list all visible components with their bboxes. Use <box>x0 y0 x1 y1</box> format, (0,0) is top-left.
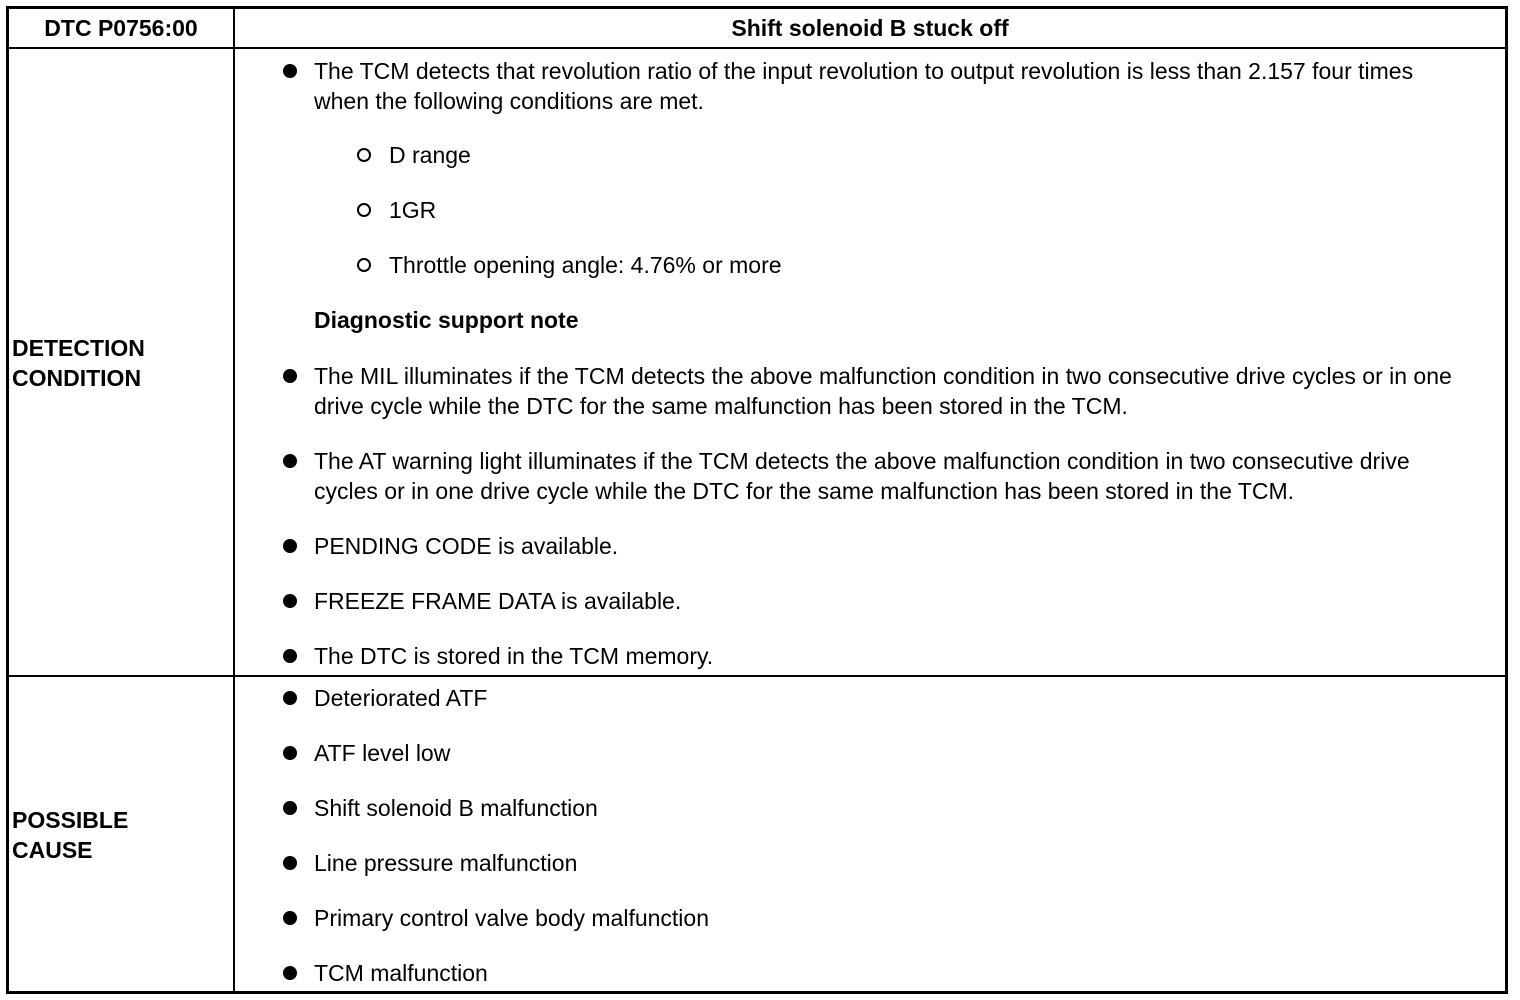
detection-condition-label: DETECTION CONDITION <box>12 335 145 391</box>
condition-item: D range <box>389 142 471 168</box>
dtc-code: DTC P0756:00 <box>44 15 198 41</box>
note-item: The MIL illuminates if the TCM detects the above malfunction condition in two consecutive drive cycles or in one drive cycle while the DTC for the same malfunction has been stored in the TCM. <box>314 363 1452 419</box>
circle-bullet-icon <box>357 148 371 162</box>
bullet-icon <box>283 911 297 925</box>
bullet-icon <box>283 746 297 760</box>
bullet-icon <box>283 966 297 980</box>
row-divider <box>6 675 1508 677</box>
cause-item: Shift solenoid B malfunction <box>314 795 598 821</box>
circle-bullet-icon <box>357 203 371 217</box>
bullet-icon <box>283 691 297 705</box>
note-item: PENDING CODE is available. <box>314 533 619 559</box>
note-item: The DTC is stored in the TCM memory. <box>314 643 714 669</box>
condition-item: Throttle opening angle: 4.76% or more <box>389 252 782 278</box>
note-item: The AT warning light illuminates if the TCM detects the above malfunction condition in two consecutive drive cycles or in one drive cycle while the DTC for the same malfunction has been stored in the TCM. <box>314 448 1410 504</box>
cause-item: Primary control valve body malfunction <box>314 905 709 931</box>
bullet-icon <box>283 856 297 870</box>
detection-intro: The TCM detects that revolution ratio of the input revolution to output revolution is less than 2.157 four times when the following conditions are met. <box>314 58 1414 114</box>
cause-item: Line pressure malfunction <box>314 850 578 876</box>
note-item: FREEZE FRAME DATA is available. <box>314 588 682 614</box>
bullet-icon <box>283 801 297 815</box>
bullet-icon <box>283 539 297 553</box>
bullet-icon <box>283 64 297 78</box>
cause-item: Deteriorated ATF <box>314 685 488 711</box>
condition-item: 1GR <box>389 197 437 223</box>
diagnostic-note-title: Diagnostic support note <box>314 307 579 333</box>
circle-bullet-icon <box>357 258 371 272</box>
dtc-title: Shift solenoid B stuck off <box>731 15 1009 41</box>
bullet-icon <box>283 649 297 663</box>
cause-item: ATF level low <box>314 740 451 766</box>
header-divider <box>6 47 1508 49</box>
cause-item: TCM malfunction <box>314 960 488 986</box>
bullet-icon <box>283 369 297 383</box>
bullet-icon <box>283 454 297 468</box>
bullet-icon <box>283 594 297 608</box>
possible-cause-label: POSSIBLE CAUSE <box>12 807 129 863</box>
column-divider <box>233 6 235 994</box>
